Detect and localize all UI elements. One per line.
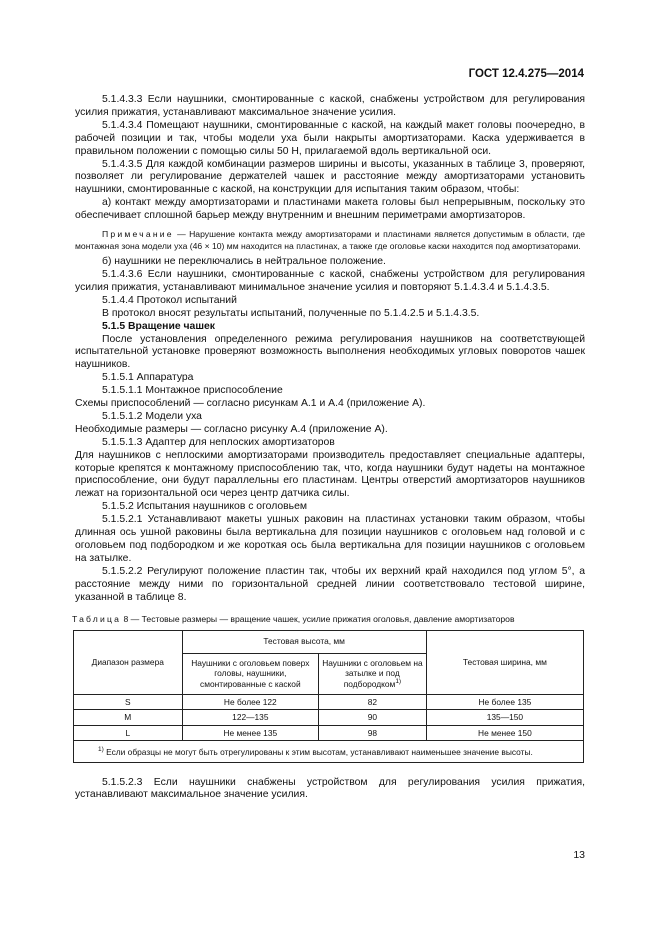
test-dimensions-table — [73, 630, 584, 763]
paragraph: 5.1.4.3.6 Если наушники, смонтированные с каской, снабжены устройством для регулирования усилия прижатия, устанавливают минимальное значение усилия и повторяют 5.1.4.3.4 и 5.1.4.3.5. — [75, 268, 585, 293]
table-row — [74, 694, 584, 710]
header-over-head: Наушники с оголовьем поверх головы, наушники, смонтированные с каской — [182, 653, 319, 694]
table-cell: 82 — [319, 694, 427, 710]
table-caption — [72, 614, 585, 625]
paragraph: б) наушники не переключались в нейтральное положение. — [102, 256, 386, 268]
paragraph: 5.1.5.2.3 Если наушники снабжены устройством для регулирования усилия прижатия, устанавливают максимальное значение усилия. — [75, 776, 585, 801]
paragraph: 5.1.5.2.2 Регулируют положение пластин так, чтобы их верхний край находился под углом 5°, а расстояние между ними по горизонтальной средней линии соответствовало тестовой ширине, указанной в таблице 8. — [75, 565, 585, 603]
table-cell: S — [74, 694, 183, 710]
table-caption-label: Таблица — [72, 613, 122, 624]
section-heading: 5.1.5 Вращение чашек — [102, 320, 215, 332]
paragraph: 5.1.4.3.3 Если наушники, смонтированные с каской, снабжены устройством для регулирования усилия прижатия, устанавливают максимальное значение усилия. — [75, 94, 585, 118]
header-size-range: Диапазон размера — [74, 630, 183, 694]
paragraph: 5.1.5.1.3 Адаптер для неплоских амортизаторов — [102, 436, 335, 448]
paragraph: Схемы приспособлений — согласно рисункам А.1 и А.4 (приложение А). — [75, 398, 426, 410]
table-cell: Не более 122 — [182, 694, 319, 710]
table-caption-text: 8 — Тестовые размеры — вращение чашек, усилие прижатия оголовья, давление амортизаторов — [121, 613, 515, 624]
paragraph: 5.1.4.3.5 Для каждой комбинации размеров ширины и высоты, указанных в таблице 3, проверяют, позволяет ли регулирование держателей чашек и расстояние между амортизаторами установить наушники, смонтированные с каской, на конструкции для испытания таким образом, чтобы: — [75, 158, 585, 196]
header-nape-chin — [319, 653, 427, 694]
paragraph: 5.1.4.3.4 Помещают наушники, смонтированные с каской, на каждый макет головы поочередно, в рабочей позиции и так, чтобы модели уха были накрыты амортизаторами. Каска удерживается в правильном положении с помощью силы 50 Н, прилагаемой вдоль вертикальной оси. — [75, 119, 585, 157]
table-cell: 122—135 — [182, 710, 319, 726]
table-row — [74, 725, 584, 741]
table-cell: 98 — [319, 725, 427, 741]
table-cell: Не более 135 — [426, 694, 583, 710]
table-cell: Не менее 150 — [426, 725, 583, 741]
note-label: Примечание — [102, 229, 174, 240]
header-nape-sup: 1) — [395, 677, 402, 685]
paragraph: а) контакт между амортизаторами и пластинами макета головы был непрерывным, поскольку это обеспечивает сплошной барьер между внутренним и внешним периметрами амортизаторов. — [75, 197, 585, 222]
table-row — [74, 710, 584, 726]
document-header: ГОСТ 12.4.275—2014 — [468, 68, 584, 80]
table-footnote — [74, 741, 584, 763]
table-cell: Не менее 135 — [182, 725, 319, 741]
header-test-height: Тестовая высота, мм — [182, 630, 426, 653]
header-nape-text: Наушники с оголовьем на затылке и под подбородком — [322, 657, 423, 689]
footnote-sup-wrap — [80, 747, 104, 757]
paragraph: 5.1.5.1.1 Монтажное приспособление — [102, 385, 283, 397]
paragraph: 5.1.5.2 Испытания наушников с оголовьем — [102, 501, 308, 513]
table-cell: 90 — [319, 710, 427, 726]
paragraph: В протокол вносят результаты испытаний, полученные по 5.1.4.2.5 и 5.1.4.3.5. — [102, 307, 480, 319]
table-cell: M — [74, 710, 183, 726]
footnote-sup: 1) — [98, 746, 104, 754]
page-number: 13 — [573, 849, 585, 861]
note-text: — Нарушение контакта между амортизаторами и пластинами является допустимым в области, где монтажная зона модели уха (46 × 10) мм находится на пластинах, а также где оголовье каски находится под амортизаторами. — [75, 229, 585, 252]
table-cell: 135—150 — [426, 710, 583, 726]
paragraph: 5.1.5.1.2 Модели уха — [102, 410, 202, 422]
footnote-text: Если образцы не могут быть отрегулированы к этим высотам, устанавливают наименьшее значение высоты. — [103, 747, 533, 758]
header-test-width: Тестовая ширина, мм — [426, 630, 583, 694]
paragraph: 5.1.5.1 Аппаратура — [102, 372, 194, 384]
paragraph: Для наушников с неплоскими амортизаторами производитель предоставляет специальные адаптеры, которые крепятся к монтажному приспособлению так, что, когда наушники будут надеты на монтажное приспособление, они будут параллельны его пластинам. Центры отверстий амортизаторов наушников лежат на горизонтальной оси через центр датчика силы. — [75, 449, 585, 500]
paragraph: После установления определенного режима регулирования наушников на соответствующей испытательной установке проверяют возможность выполнения необходимых угловых поворотов чашек наушников. — [75, 333, 585, 371]
paragraph: 5.1.4.4 Протокол испытаний — [102, 294, 237, 306]
paragraph: Необходимые размеры — согласно рисунку А.4 (приложение А). — [75, 423, 388, 435]
note — [75, 228, 585, 252]
table-cell: L — [74, 725, 183, 741]
page-content — [72, 94, 585, 802]
paragraph: 5.1.5.2.1 Устанавливают макеты ушных раковин на пластинах установки таким образом, чтобы длинная ось ушной раковины была вертикальна для позиции наушников с оголовьем над головой и с оголовьем под подбородком и же короткая ось была вертикальна для позиции наушников с оголовьем на затылке. — [75, 514, 585, 564]
